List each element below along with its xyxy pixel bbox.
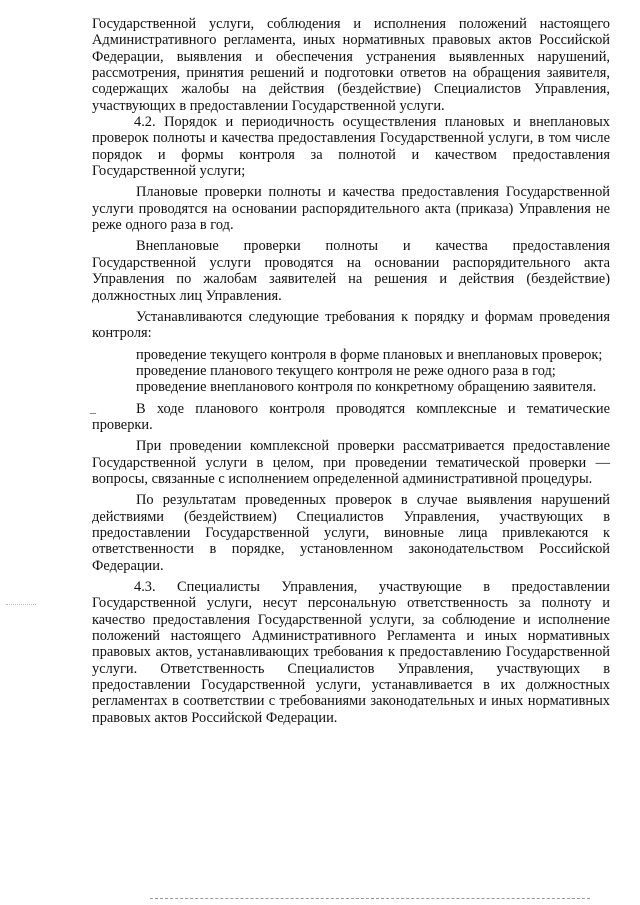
list-item-current-control: проведение текущего контроля в форме плановых и внеплановых проверок; [136, 346, 603, 363]
paragraph-1: Государственной услуги, соблюдения и исполнения положений настоящего Административного регламента, иных нормативных правовых актов Российской Федерации, выявления и обеспечения устранения выявленных нарушений, рассмотрения, принятия решений и подготовки ответов на обращения заявителя, содержащих жалобы на действия (бездействие) Специалистов Управления, участвующих в предоставлении Государственной услуги. [92, 16, 610, 114]
scan-artifact-dots [6, 604, 36, 605]
scan-artifact-line [150, 898, 590, 899]
list-item-unplanned-control: проведение внепланового контроля по конкретному обращению заявителя. [136, 379, 597, 396]
paragraph-planned-control-types: В ходе планового контроля проводятся комплексные и тематические проверки. [92, 400, 610, 433]
paragraph-4-3: 4.3. Специалисты Управления, участвующие в предоставлении Государственной услуги, несут персональную ответственность за полноту и качество предоставления Государственной услуги, за соблюдение и исполнение положений настоящего Административного Регламента и иных нормативных правовых актов, устанавливающих требования к предоставлению Государственной услуги. Ответственность Специалистов Управления, участвующих в предоставлении Государственной услуги, устанавливается в их должностных регламентах в соответствии с требованиями законодательных и иных нормативных правовых актов Российской Федерации. [92, 579, 610, 726]
margin-dash-mark: – [90, 405, 96, 419]
paragraph-requirements: Устанавливаются следующие требования к порядку и формам проведения контроля: [92, 308, 610, 342]
paragraph-planned-checks: Плановые проверки полноты и качества предоставления Государственной услуги проводятся на основании распорядительного акта (приказа) Управления не реже одного раза в год. [92, 184, 610, 234]
paragraph-complex-check: При проведении комплексной проверки рассматривается предоставление Государственной услуги в целом, при проведении тематической проверки — вопросы, связанные с исполнением определенной административной процедуры. [92, 438, 610, 487]
list-item-planned-control: проведение планового текущего контроля не реже одного раза в год; [136, 362, 556, 379]
document-body [92, 16, 610, 726]
paragraph-unplanned-checks: Внеплановые проверки полноты и качества предоставления Государственной услуги проводятся на основании распорядительного акта Управления по жалобам заявителей на решения и действия (бездействие) должностных лиц Управления. [92, 238, 610, 304]
paragraph-check-results: По результатам проведенных проверок в случае выявления нарушений действиями (бездействием) Специалистов Управления, участвующих в предоставлении Государственной услуги, виновные лица привлекаются к ответственности в порядке, установленном законодательством Российской Федерации. [92, 492, 610, 574]
paragraph-4-2: 4.2. Порядок и периодичность осуществления плановых и внеплановых проверок полноты и качества предоставления Государственной услуги, в том числе порядок и формы контроля за полнотой и качеством предоставления Государственной услуги; [92, 114, 610, 180]
